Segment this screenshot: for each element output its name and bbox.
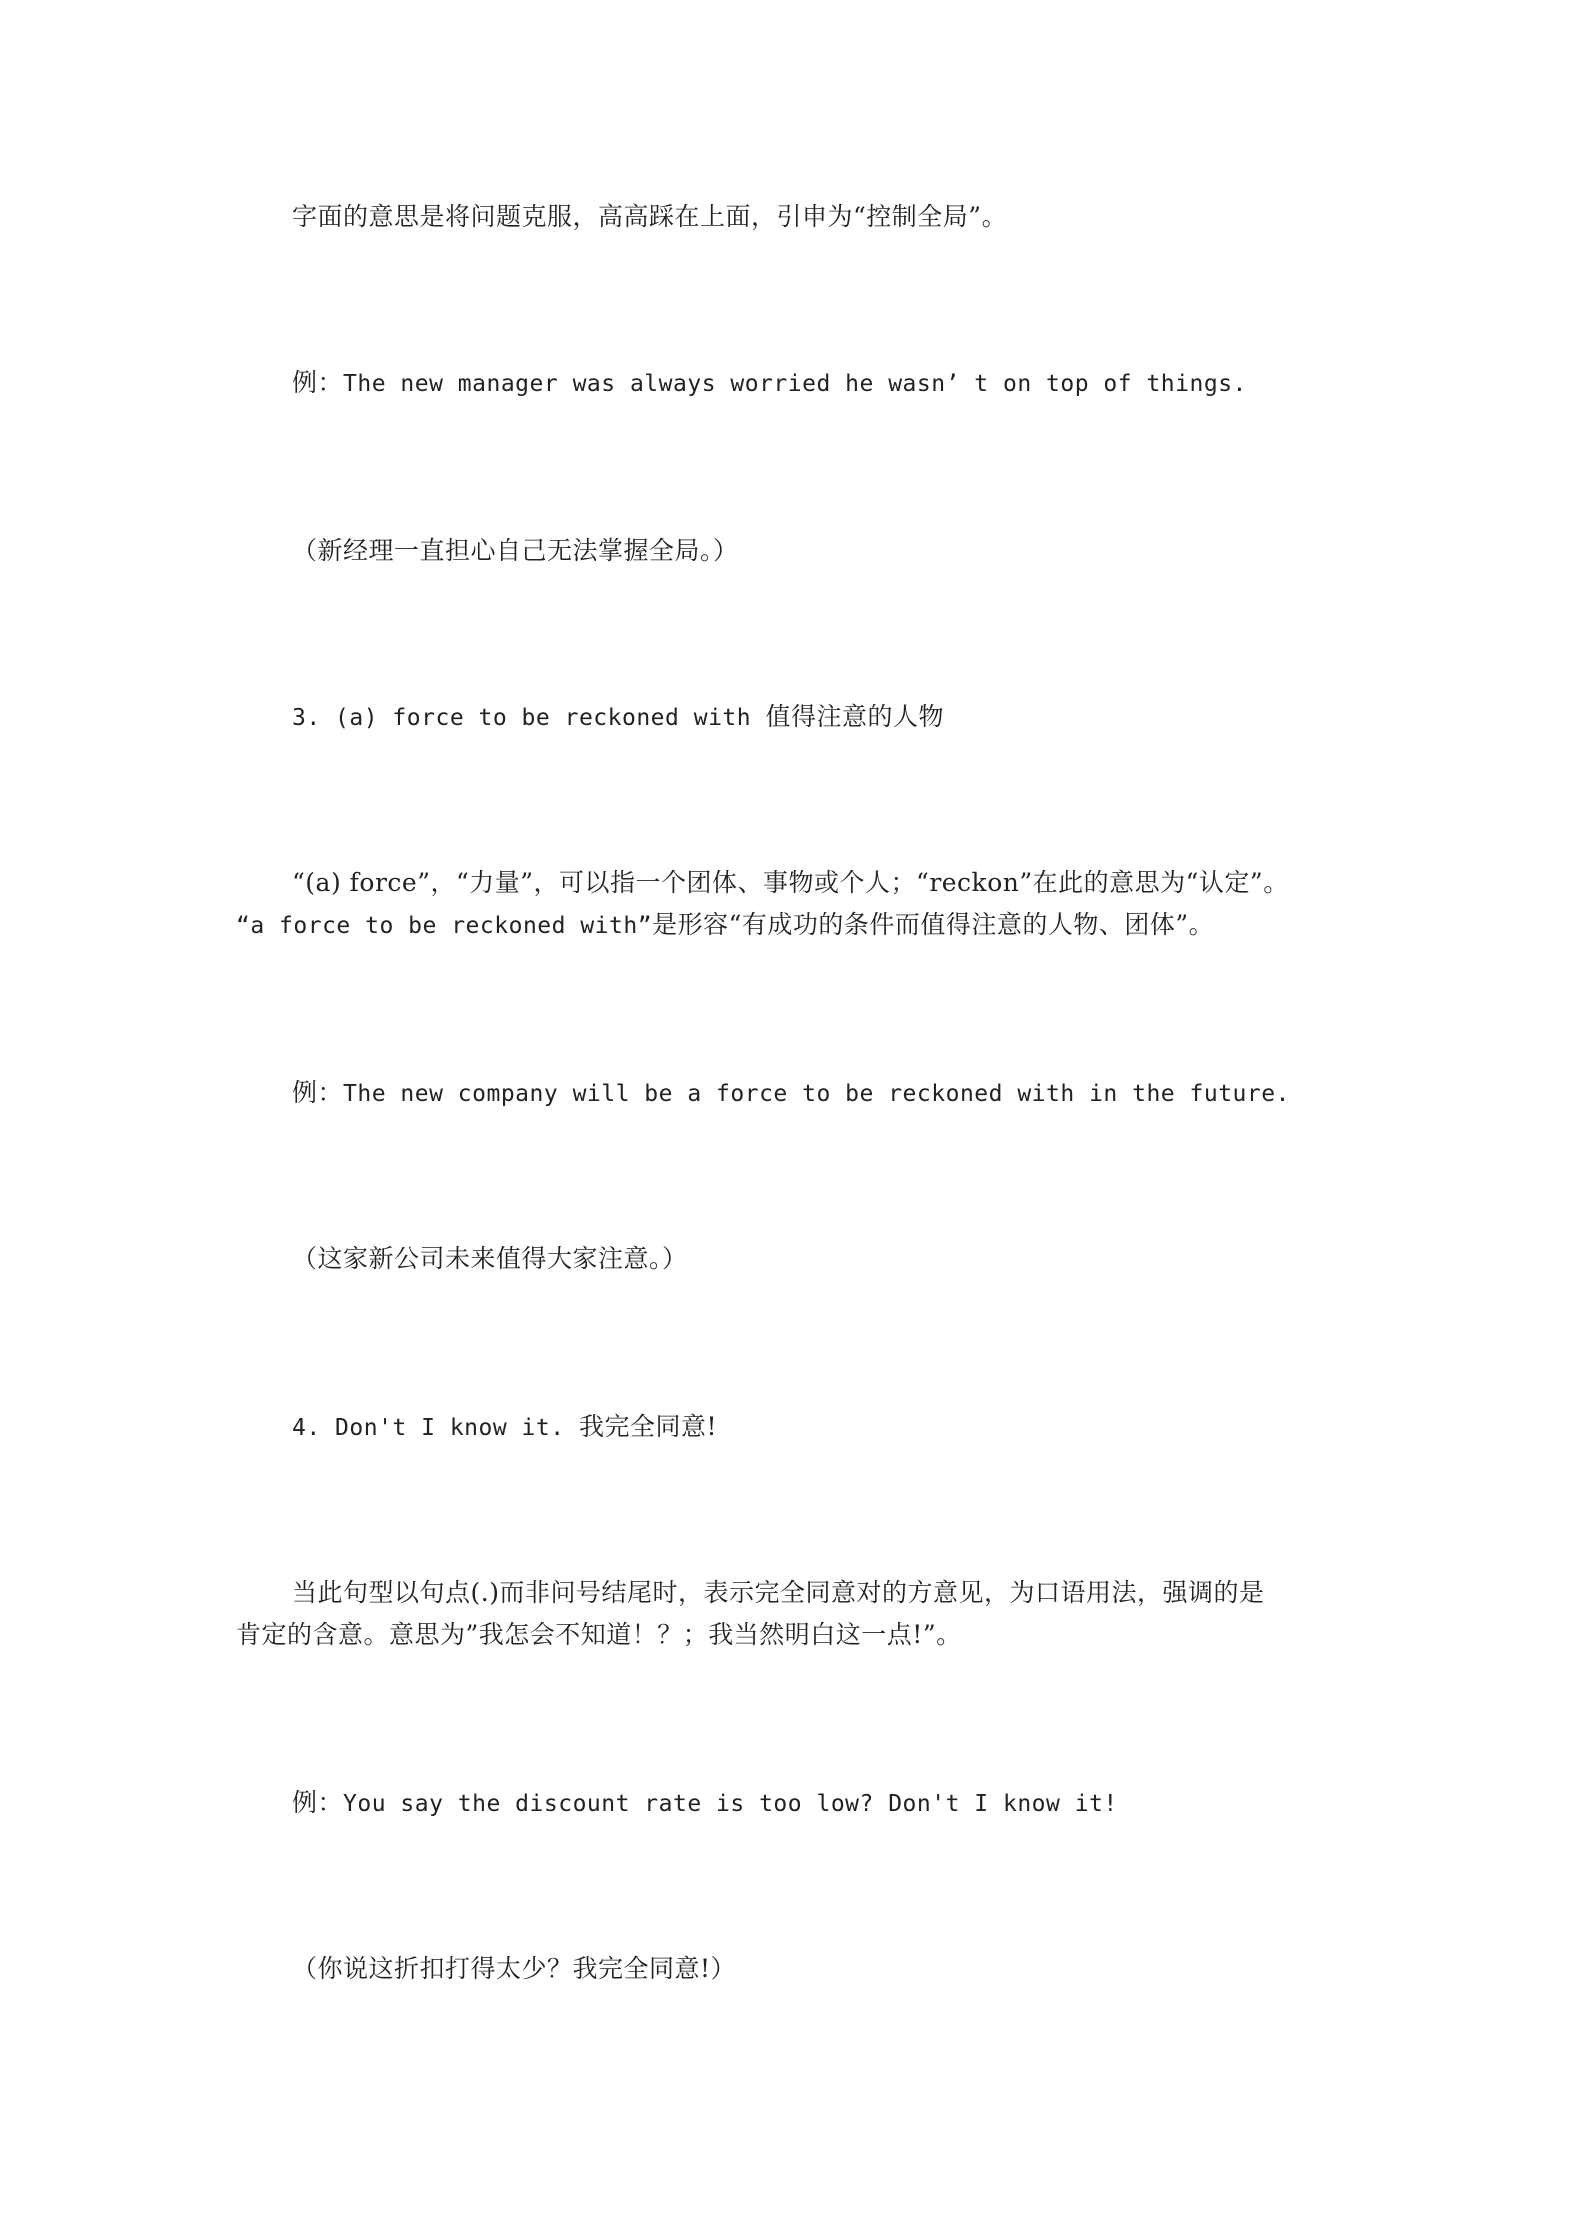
example-translation-3: [292, 1238, 688, 1280]
paragraph-text: 字面的意思是将问题克服，高高踩在上面，引申为“控制全局”。: [292, 202, 1008, 231]
paragraph-force-line-1: [292, 862, 1289, 904]
paragraph-english: “a force to be reckoned with”: [236, 913, 653, 939]
example-english: The new manager was always worried he wasn’ t on top of things.: [343, 371, 1247, 397]
example-sentence-1: [292, 362, 1247, 405]
paragraph-dont-i-know-line-1: [292, 1572, 1264, 1614]
example-prefix: 例：: [292, 368, 344, 397]
example-english: You say the discount rate is too low? Don't I know it!: [343, 1791, 1118, 1817]
example-english: The new company will be a force to be reckoned with in the future.: [343, 1081, 1290, 1107]
paragraph-on-top-of-meaning: [292, 196, 1007, 238]
heading-chinese: 值得注意的人物: [765, 702, 944, 731]
example-translation-4: [292, 1948, 736, 1990]
heading-item-3: [292, 696, 944, 739]
translation-text: （你说这折扣打得太少？我完全同意!）: [292, 1954, 737, 1983]
example-prefix: 例：: [292, 1788, 344, 1817]
paragraph-text: 当此句型以句点(.)而非问号结尾时，表示完全同意对的方意见，为口语用法，强调的是: [292, 1578, 1265, 1607]
paragraph-text: 肯定的含意。意思为”我怎会不知道！？；我当然明白这一点!”。: [236, 1620, 962, 1649]
example-sentence-4: [292, 1782, 1118, 1825]
example-sentence-3: [292, 1072, 1290, 1115]
heading-chinese: 我完全同意!: [578, 1412, 717, 1441]
example-prefix: 例：: [292, 1078, 344, 1107]
heading-english: 4. Don't I know it.: [292, 1415, 579, 1441]
heading-english: 3. (a) force to be reckoned with: [292, 705, 766, 731]
paragraph-dont-i-know-line-2: [236, 1614, 962, 1656]
paragraph-text: “(a) force”，“力量”，可以指一个团体、事物或个人；“reckon”在此的意思为“认定”。: [292, 868, 1289, 897]
paragraph-chinese: 是形容“有成功的条件而值得注意的人物、团体”。: [652, 910, 1215, 939]
heading-item-4: [292, 1406, 717, 1449]
translation-text: （这家新公司未来值得大家注意。）: [292, 1244, 688, 1273]
paragraph-force-line-2: [236, 904, 1214, 947]
example-translation-1: [292, 530, 739, 572]
translation-text: （新经理一直担心自己无法掌握全局。）: [292, 536, 739, 565]
